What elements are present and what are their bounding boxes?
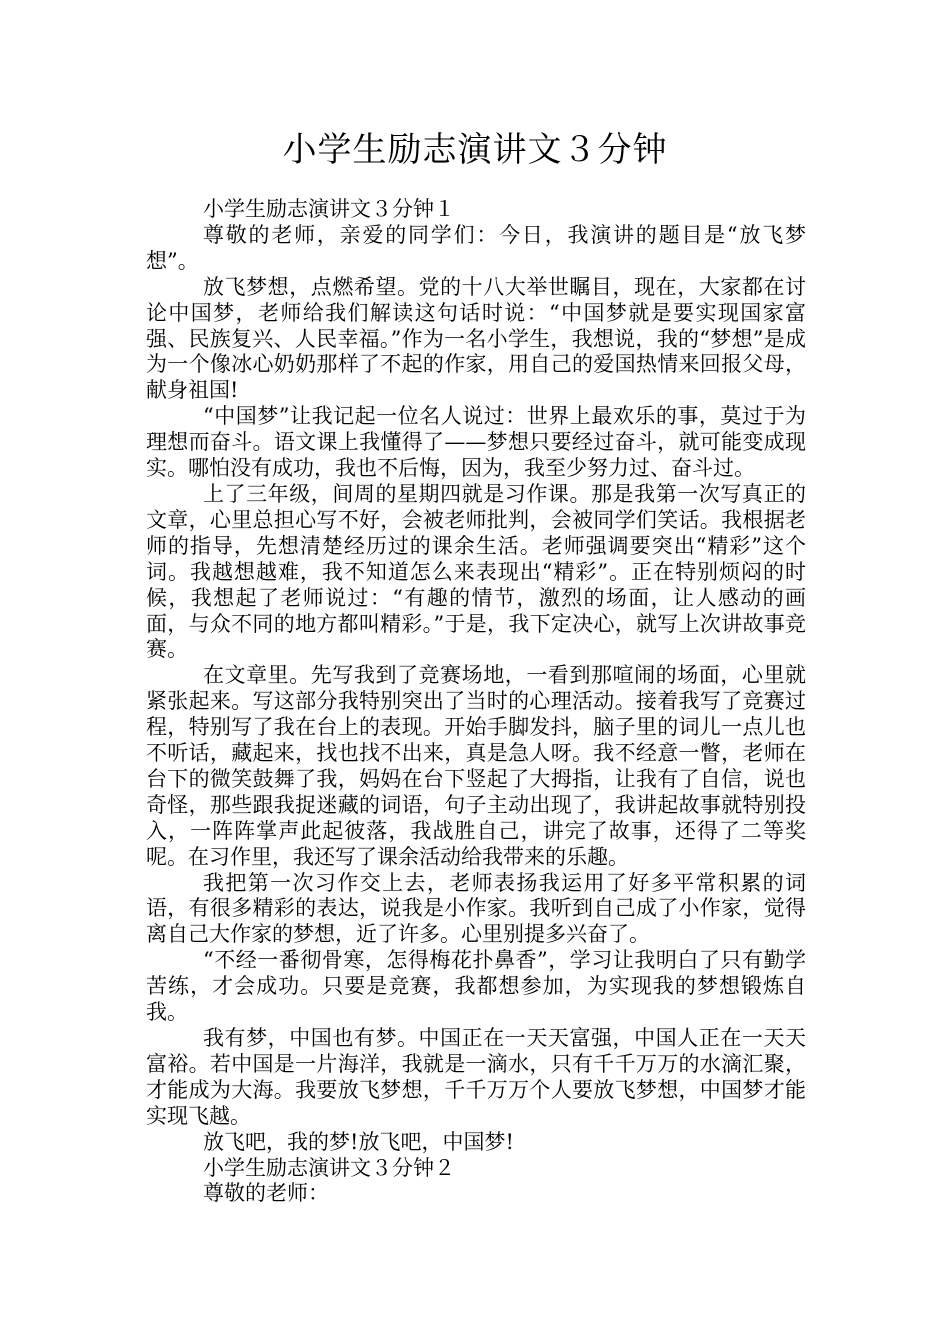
paragraph-dream: 放飞梦想，点燃希望。党的十八大举世瞩目，现在，大家都在讨论中国梦，老师给我们解读这句话时说：“中国梦就是要实现国家富强、民族复兴、人民幸福。”作为一名小学生，我想说，我的“梦想”是成为一个像冰心奶奶那样了不起的作家，用自己的爱国热情来回报父母，献身祖国! (146, 274, 806, 403)
paragraph-third-grade: 上了三年级，间周的星期四就是习作课。那是我第一次写真正的文章，心里总担心写不好，会被老师批判，会被同学们笑话。我根据老师的指导，先想清楚经历过的课余生活。老师强调要突出“精彩”这个词。我越想越难，我不知道怎么来表现出“精彩”。正在特别烦闷的时候，我想起了老师说过：“有趣的情节，激烈的场面，让人感动的画面，与众不同的地方都叫精彩。”于是，我下定决心，就写上次讲故事竞赛。 (146, 481, 806, 662)
paragraph-plum-blossom: “不经一番彻骨寒，怎得梅花扑鼻香”，学习让我明白了只有勤学苦练，才会成功。只要是竞赛，我都想参加，为实现我的梦想锻炼自我。 (146, 948, 806, 1025)
paragraph-section-heading-2: 小学生励志演讲文３分钟２ (203, 1155, 455, 1180)
paragraph-competition: 在文章里。先写我到了竞赛场地，一看到那喧闹的场面，心里就紧张起来。写这部分我特别突出了当时的心理活动。接着我写了竞赛过程，特别写了我在台上的表现。开始手脚发抖，脑子里的词儿一点儿也不听话，藏起来，找也找不出来，真是急人呀。我不经意一瞥，老师在台下的微笑鼓舞了我，妈妈在台下竖起了大拇指，让我有了自信，说也奇怪，那些跟我捉迷藏的词语，句子主动出现了，我讲起故事就特别投入，一阵阵掌声此起彼落，我战胜自己，讲完了故事，还得了二等奖呢。在习作里，我还写了课余活动给我带来的乐趣。 (146, 663, 806, 869)
paragraph-first-essay: 我把第一次习作交上去，老师表扬我运用了好多平常积累的词语，有很多精彩的表达，说我是小作家。我听到自己成了小作家，觉得离自己大作家的梦想，近了许多。心里别提多兴奋了。 (146, 870, 806, 947)
paragraph-china-has-dream: 我有梦，中国也有梦。中国正在一天天富强，中国人正在一天天富裕。若中国是一片海洋，我就是一滴水，只有千千万万的水滴汇聚，才能成为大海。我要放飞梦想，千千万万个人要放飞梦想，中国梦才能实现飞越。 (146, 1026, 806, 1128)
paragraph-closing: 放飞吧，我的梦!放飞吧，中国梦! (203, 1129, 514, 1154)
paragraph-china-dream-quote: “中国梦”让我记起一位名人说过：世界上最欢乐的事，莫过于为理想而奋斗。语文课上我懂得了——梦想只要经过奋斗，就可能变成现实。哪怕没有成功，我也不后悔，因为，我至少努力过、奋斗过。 (146, 404, 806, 481)
paragraph-greeting-2: 尊敬的老师： (203, 1181, 329, 1206)
document-body (146, 197, 806, 1207)
paragraph-section-heading-1: 小学生励志演讲文３分钟１ (203, 197, 455, 221)
document-title: 小学生励志演讲文３分钟 (282, 130, 668, 170)
paragraph-greeting-1: 尊敬的老师，亲爱的同学们：今日，我演讲的题目是“放飞梦想”。 (146, 222, 806, 273)
